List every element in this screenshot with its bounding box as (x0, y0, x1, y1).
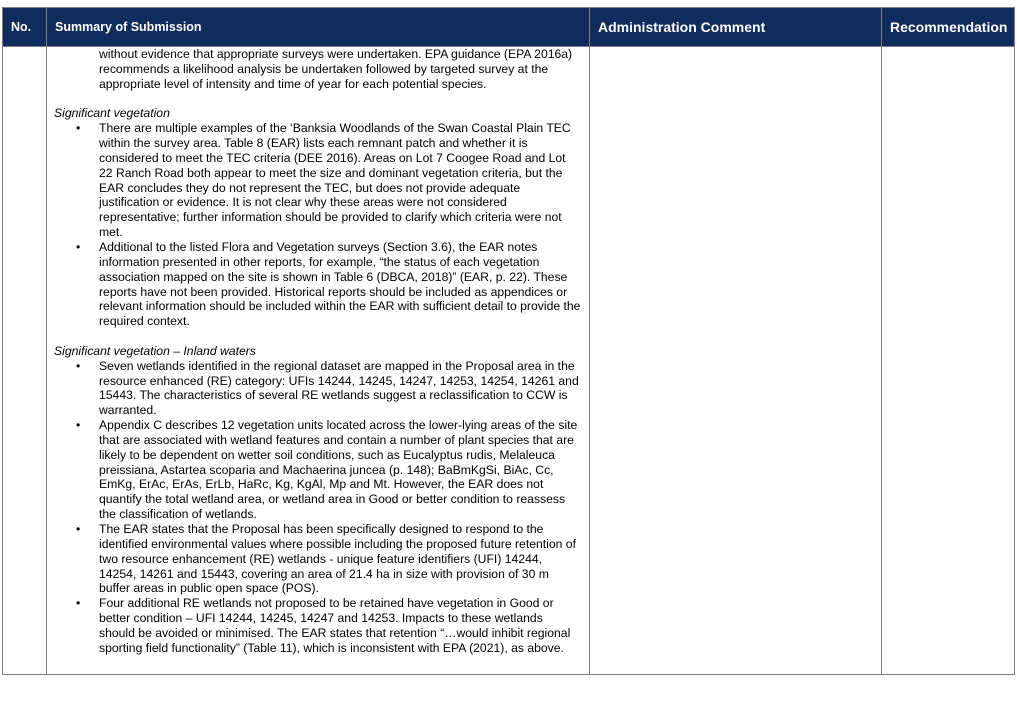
cell-admin-comment (590, 47, 882, 675)
header-admin-comment: Administration Comment (590, 8, 882, 47)
bullet-list (54, 359, 589, 656)
bullet-list (54, 121, 589, 329)
section-heading: Significant vegetation – Inland waters (54, 343, 256, 358)
bullet-item: • Appendix C describes 12 vegetation units located across the lower-lying areas of the site that are associated with wetland features and contain a number of plant species that are likely to be dependent on wetter soil conditions, such as Eucalyptus rudis, Melaleuca preissiana, Astartea scoparia and Machaerina juncea (p. 148); BaBmKgSi, BiAc, Cc, EmKg, ErAc, ErAs, ErLb, HaRc, Kg, KgAl, Mp and Mt. However, the EAR does not quantify the total wetland area, or wetland area in Good or better condition to reassess the classification of wetlands. (54, 418, 589, 522)
header-recommendation: Recommendation (882, 8, 1015, 47)
table-row (3, 47, 1015, 675)
bullet-item: • Additional to the listed Flora and Vegetation surveys (Section 3.6), the EAR notes information presented in other reports, for example, “the status of each vegetation association mapped on the site is shown in Table 6 (DBCA, 2018)” (EAR, p. 22). These reports have not been provided. Historical reports should be included as appendices or relevant information should be included within the EAR with sufficient detail to provide the required context. (54, 240, 589, 329)
cell-no (3, 47, 47, 675)
header-no: No. (3, 8, 47, 47)
header-summary: Summary of Submission (47, 8, 590, 47)
bullet-item: • Seven wetlands identified in the regional dataset are mapped in the Proposal area in the resource enhanced (RE) category: UFIs 14244, 14245, 14247, 14253, 14254, 14261 and 15443. The characteristics of several RE wetlands suggest a reclassification to CCW is warranted. (54, 359, 589, 418)
bullet-item: • The EAR states that the Proposal has been specifically designed to respond to the identified environmental values where possible including the proposed future retention of two resource enhancement (RE) wetlands - unique feature identifiers (UFI) 14244, 14254, 14261 and 15443, covering an area of 21.4 ha in size with provision of 30 m buffer areas in public open space (POS). (54, 522, 589, 596)
cell-recommendation (882, 47, 1015, 675)
header-row (3, 8, 1015, 47)
submissions-table (2, 7, 1015, 675)
section-heading: Significant vegetation (54, 106, 170, 121)
continuation-paragraph: without evidence that appropriate surveys were undertaken. EPA guidance (EPA 2016a) recommends a likelihood analysis be undertaken followed by targeted survey at the appropriate level of intensity and time of year for each potential species. (99, 47, 573, 91)
bullet-item: • Four additional RE wetlands not proposed to be retained have vegetation in Good or better condition – UFI 14244, 14245, 14247 and 14253. Impacts to these wetlands should be avoided or minimised. The EAR states that retention “…would inhibit regional sporting field functionality” (Table 11), which is inconsistent with EPA (2021), as above. (54, 596, 589, 655)
bullet-item: • There are multiple examples of the ‘Banksia Woodlands of the Swan Coastal Plain TEC within the survey area. Table 8 (EAR) lists each remnant patch and whether it is considered to meet the TEC criteria (DEE 2016). Areas on Lot 7 Coogee Road and Lot 22 Ranch Road both appear to meet the size and dominant vegetation criteria, but the EAR concludes they do not represent the TEC, but does not provide adequate justification or evidence. It is not clear why these areas were not considered representative; further information should be provided to clarify which criteria were not met. (54, 121, 589, 240)
cell-summary (47, 47, 590, 675)
